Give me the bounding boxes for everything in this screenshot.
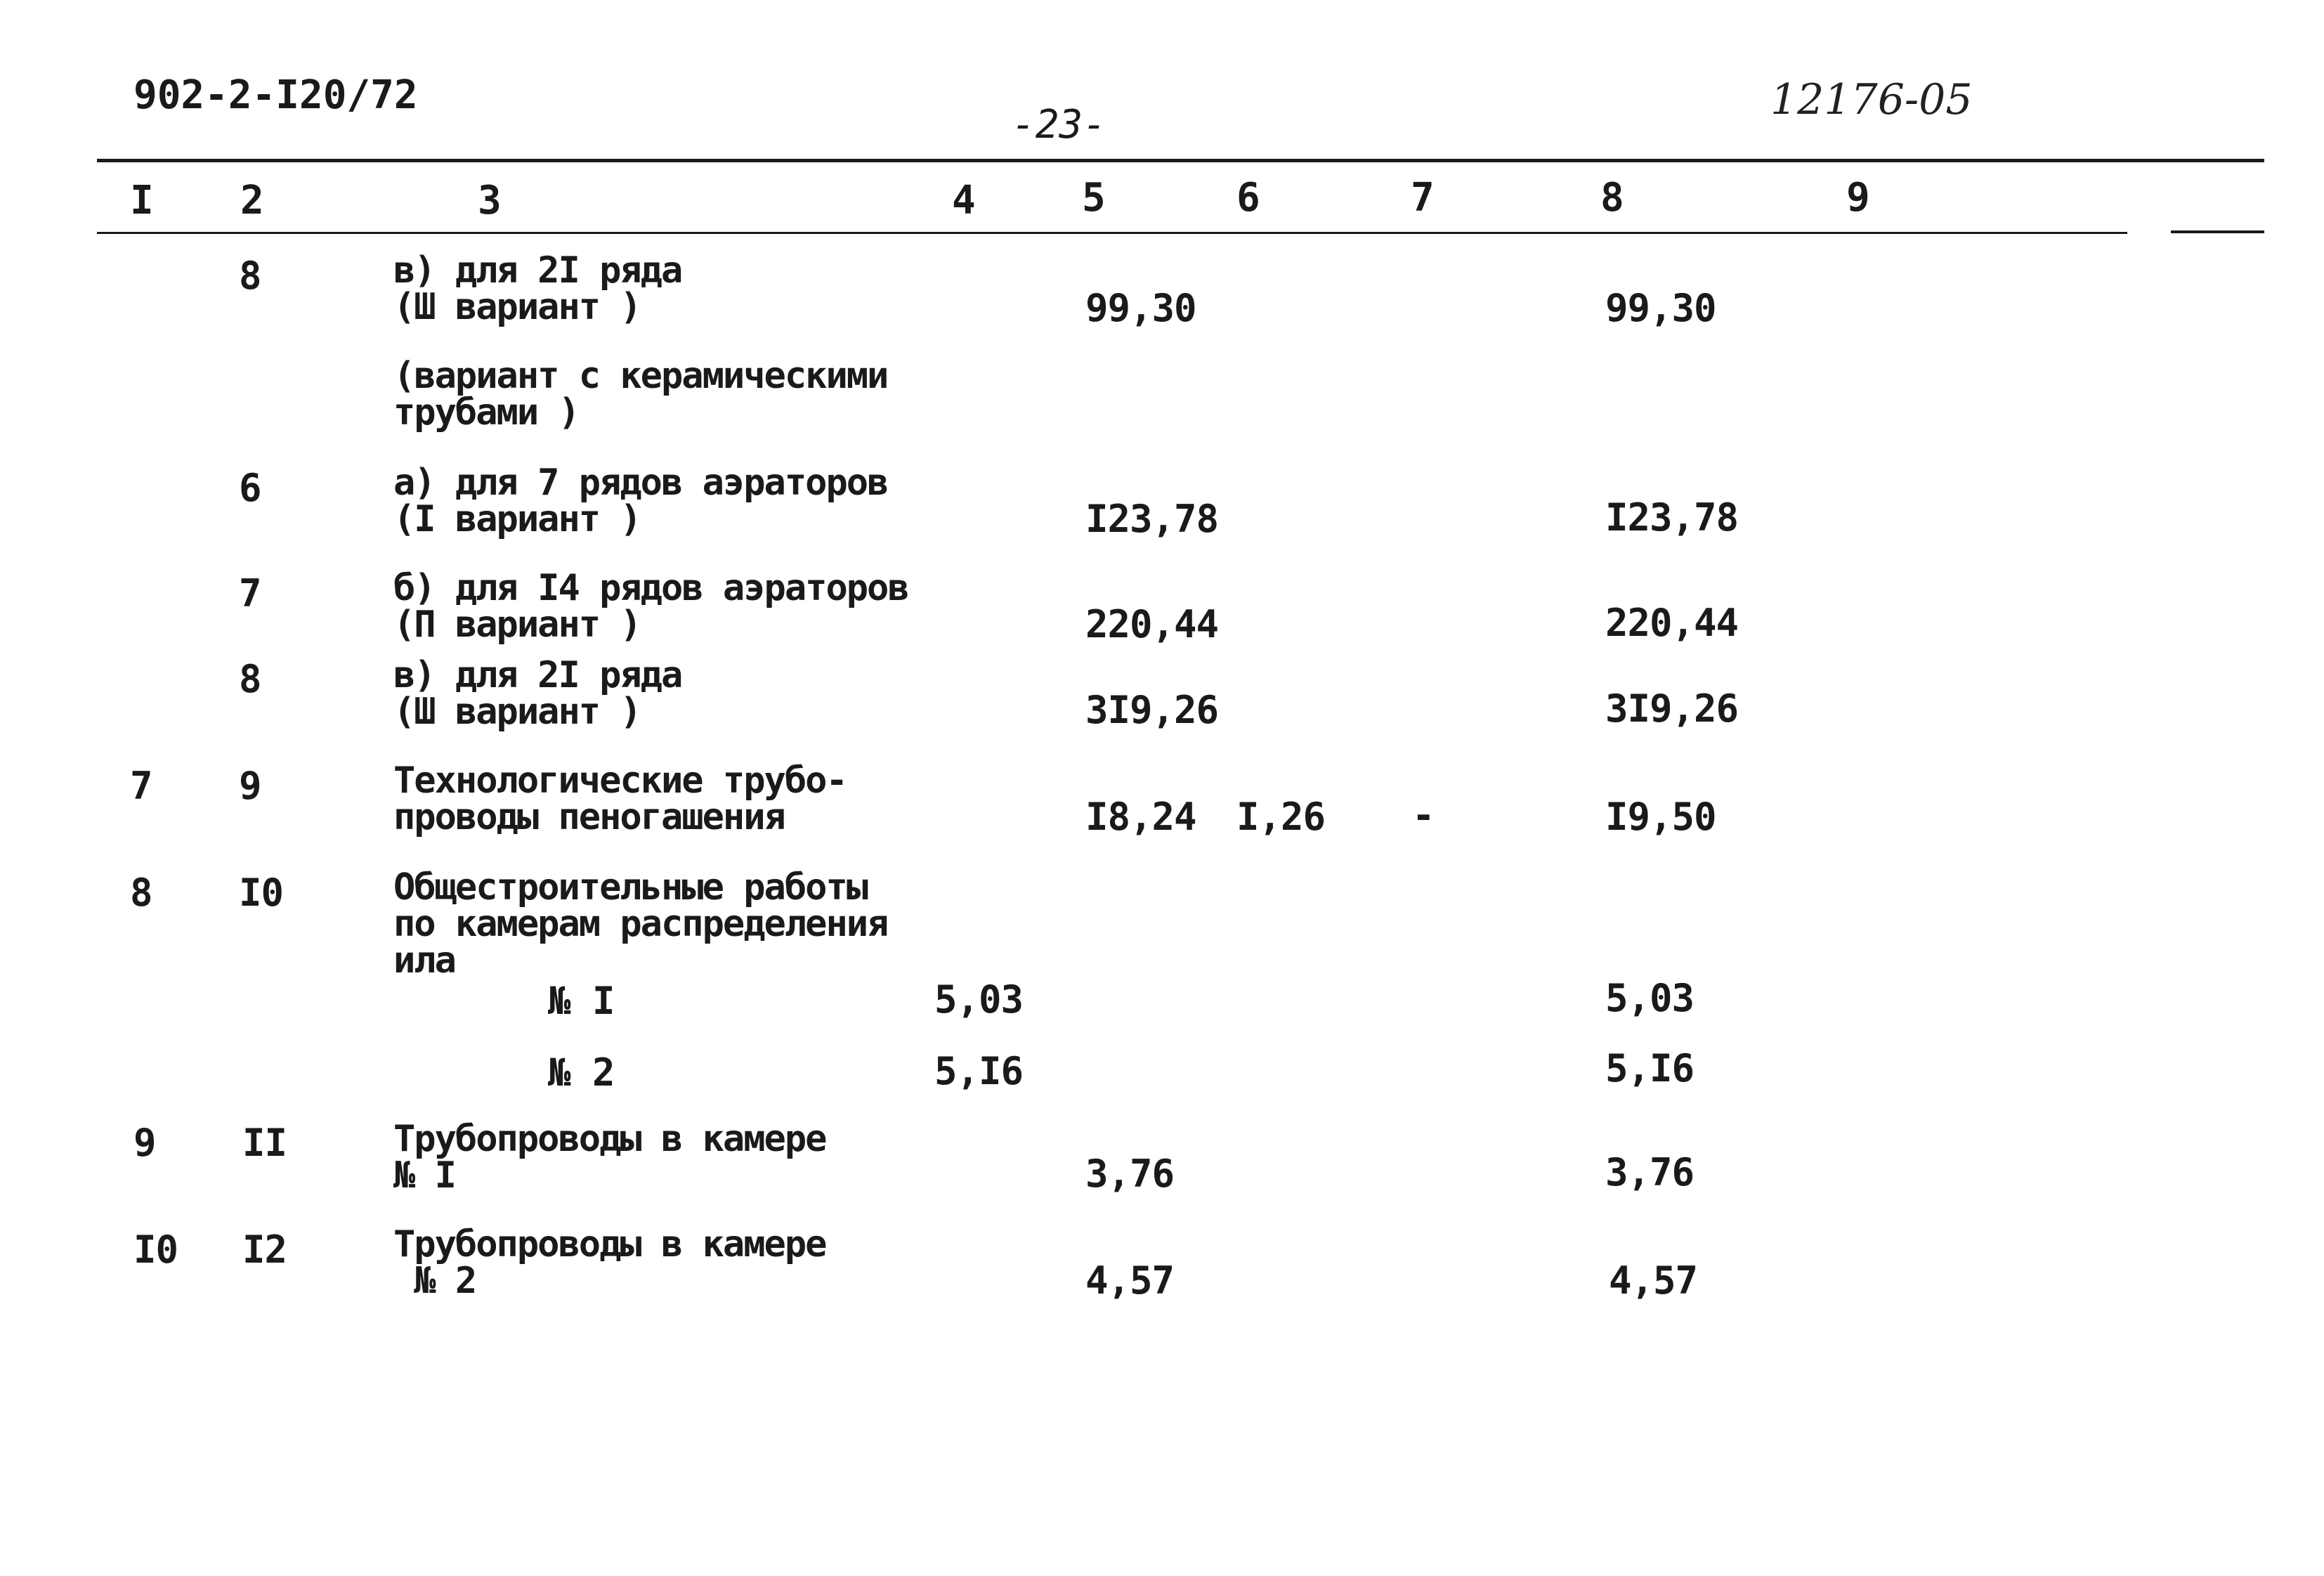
row-desc-line1: Трубопроводы в камере [393,1223,826,1265]
row-col2: 7 [239,571,261,616]
row-desc-line2: (I вариант ) [393,498,641,540]
row-col4: 5,I6 [934,1049,1024,1093]
row-col7: - [1412,793,1435,838]
column-header-5: 5 [1082,175,1106,221]
row-col5: 3,76 [1085,1152,1175,1196]
header-bottom-rule [97,232,2127,234]
row-desc-line1: Общестроительные работы [393,866,868,909]
reference-number: 12176-05 [1770,75,1973,124]
column-header-2: 2 [240,178,264,223]
row-desc-line1: а) для 7 рядов аэраторов [393,462,888,504]
row-col8: I9,50 [1605,795,1716,839]
row-desc-line2: (Ш вариант ) [393,691,641,733]
column-header-1: I [130,178,154,223]
row-col2: 8 [239,254,261,298]
row-desc-line1: в) для 2I ряда [393,654,682,696]
top-rule [97,159,2264,162]
row-desc-line2: трубами ) [393,391,579,434]
row-desc-line2: проводы пеногашения [393,796,785,838]
row-col2: I2 [242,1227,287,1272]
column-header-8: 8 [1600,175,1624,221]
column-header-7: 7 [1411,175,1435,221]
row-col2: 9 [239,764,261,808]
row-desc-line1: в) для 2I ряда [393,249,682,292]
row-col2: 6 [239,466,261,510]
row-desc-line1: Трубопроводы в камере [393,1118,826,1160]
row-desc-line3: ила [393,939,455,982]
row-desc-line1: № 2 [548,1050,615,1095]
document-code: 902-2-I20/72 [133,72,418,118]
row-desc-line1: (вариант с керамическими [393,355,888,397]
row-col2: II [242,1121,287,1165]
row-col1: I0 [133,1227,178,1272]
row-col5: 220,44 [1085,602,1219,646]
column-header-6: 6 [1236,175,1260,221]
row-desc-line2: (Ш вариант ) [393,286,641,328]
row-desc-line1: б) для I4 рядов аэраторов [393,567,908,609]
row-col5: 4,57 [1085,1258,1175,1303]
column-header-9: 9 [1846,175,1870,221]
row-col5: I8,24 [1085,795,1196,839]
row-col8: 5,I6 [1605,1046,1695,1090]
row-col5: 3I9,26 [1085,688,1219,732]
row-col4: 5,03 [934,977,1024,1022]
row-col2: 8 [239,657,261,701]
row-col1: 7 [130,764,152,808]
row-col5: 99,30 [1085,286,1196,330]
row-col8: 5,03 [1605,976,1695,1020]
row-col8: 3,76 [1605,1150,1695,1194]
row-desc-line2: № I [393,1154,455,1197]
row-col8: 4,57 [1609,1258,1698,1303]
row-col6: I,26 [1236,795,1326,839]
row-col2: I0 [239,871,284,915]
row-desc-line2: по камерам распределения [393,903,888,945]
row-col1: 9 [133,1121,156,1165]
header-bottom-rule-end [2171,230,2264,233]
page-number: -23- [1012,102,1106,148]
column-header-4: 4 [952,178,976,223]
row-col5: I23,78 [1085,497,1219,541]
row-desc-line2: (П вариант ) [393,604,641,646]
row-col8: 99,30 [1605,286,1716,330]
row-desc-line1: Технологические трубо- [393,760,847,802]
row-col8: I23,78 [1605,495,1739,540]
row-col1: 8 [130,871,152,915]
row-desc-line1: № I [548,979,615,1023]
row-col8: 220,44 [1605,601,1739,645]
column-header-3: 3 [478,178,502,223]
row-desc-line2: № 2 [393,1260,476,1302]
row-col8: 3I9,26 [1605,686,1739,731]
